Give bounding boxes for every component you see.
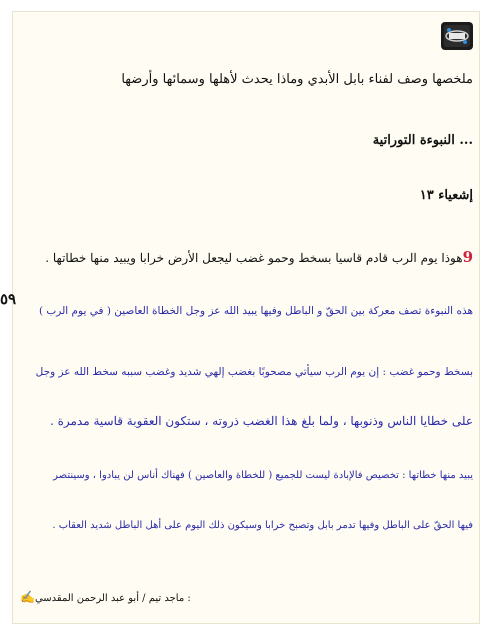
commentary-line-3a: يبيد منها خطاتها : تخصيص فالإبادة ليست للجميع ( للخطاة والعاصين ) فهناك أناس لن يبادوا ، وسينتصر <box>53 470 473 481</box>
page-frame <box>12 11 480 624</box>
commentary-line-2b: على خطايا الناس وذنوبها ، ولما بلغ هذا الغضب ذروته ، ستكون العقوبة قاسية مدمرة . <box>49 414 473 428</box>
verse-line <box>45 248 473 266</box>
summary-line: ملخصها وصف لفناء بابل الأبدي وماذا يحدث لأهلها وسمائها وأرضها <box>121 72 473 87</box>
chapter-heading: إشعياء ١٣ <box>419 188 473 203</box>
commentary-line-3b: فيها الحقّ على الباطل وفيها تدمر بابل وتصبح خرابا وسيكون ذلك اليوم على أهل الباطل شديد العقاب . <box>52 520 473 531</box>
section-title: ... النبوءة التوراتية <box>372 133 473 148</box>
footer-credit <box>16 590 191 604</box>
commentary-line-1: هذه النبوءة تصف معركة بين الحقّ و الباطل وفيها يبيد الله عز وجل الخطاة العاصين ( في يوم الرب ) <box>38 305 473 317</box>
verse-number: 9 <box>462 248 473 266</box>
commentary-line-2a: بسخط وحمو غضب : إن يوم الرب سيأتي مصحوبًا بغضب إلهي شديد وغضب سببه سخط الله عز وجل <box>35 366 473 378</box>
footer-text: : ماجد تيم / أبو عبد الرحمن المقدسي <box>34 593 191 604</box>
verse-text: هوذا يوم الرب قادم قاسيا بسخط وحمو غضب ليجعل الأرض خرابا ويبيد منها خطاتها . <box>45 251 463 265</box>
book-logo-icon <box>439 18 475 54</box>
page-number: ٥٩ <box>0 290 17 308</box>
pen-icon: ✍ <box>20 590 35 604</box>
